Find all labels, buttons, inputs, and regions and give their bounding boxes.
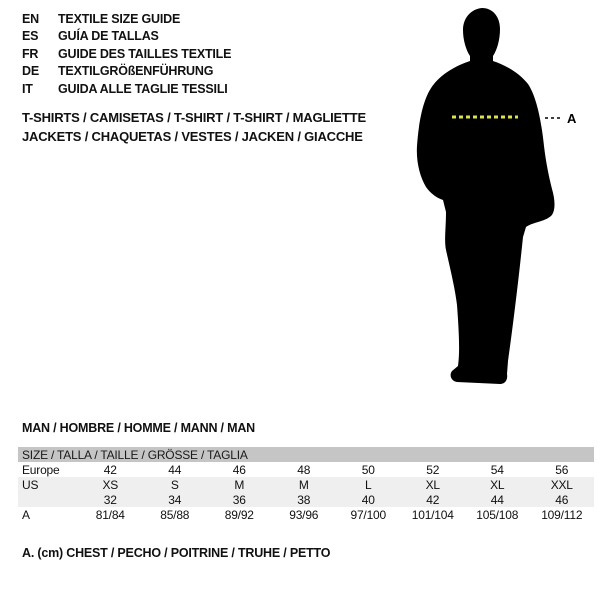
table-cell: 109/112 bbox=[541, 507, 583, 522]
measure-label-a: A bbox=[567, 111, 577, 126]
table-cell: 105/108 bbox=[476, 507, 519, 522]
table-cell: 93/96 bbox=[289, 507, 319, 522]
language-list bbox=[22, 10, 231, 98]
man-silhouette-svg bbox=[405, 0, 600, 400]
table-cell: 97/100 bbox=[350, 507, 386, 522]
table-cell: L bbox=[365, 477, 372, 492]
table-cell: 32 bbox=[103, 492, 117, 507]
table-cell: 50 bbox=[361, 462, 375, 477]
language-label: GUIDE DES TAILLES TEXTILE bbox=[58, 46, 232, 61]
table-cell: 54 bbox=[490, 462, 504, 477]
table-row-us bbox=[18, 477, 594, 492]
language-code: DE bbox=[22, 64, 39, 79]
table-cell: 34 bbox=[168, 492, 182, 507]
table-cell: XXL bbox=[550, 477, 573, 492]
table-row-us-numeric bbox=[18, 492, 594, 507]
table-cell: 42 bbox=[103, 462, 117, 477]
garment-line-jackets: JACKETS / CHAQUETAS / VESTES / JACKEN / GIACCHE bbox=[22, 128, 363, 144]
table-cell: 89/92 bbox=[224, 507, 254, 522]
size-table bbox=[18, 447, 594, 522]
language-row-de bbox=[22, 63, 231, 81]
table-cell: M bbox=[298, 477, 309, 492]
table-cell: 101/104 bbox=[411, 507, 454, 522]
table-cell: 36 bbox=[232, 492, 246, 507]
table-cell: S bbox=[170, 477, 179, 492]
garment-categories bbox=[22, 110, 366, 147]
section-title-man: MAN / HOMBRE / HOMME / MANN / MAN bbox=[22, 421, 255, 435]
table-cell: XL bbox=[490, 477, 505, 492]
row-label: A bbox=[22, 507, 30, 522]
table-cell: M bbox=[234, 477, 245, 492]
table-cell: XS bbox=[102, 477, 119, 492]
language-label: TEXTILE SIZE GUIDE bbox=[58, 11, 181, 26]
language-code: IT bbox=[22, 81, 33, 96]
table-cell: 81/84 bbox=[95, 507, 125, 522]
table-cell: 85/88 bbox=[160, 507, 190, 522]
language-row-it bbox=[22, 80, 231, 98]
man-silhouette-figure bbox=[405, 0, 600, 400]
language-row-fr bbox=[22, 45, 231, 63]
language-code: ES bbox=[22, 29, 39, 44]
table-cell: 56 bbox=[555, 462, 569, 477]
footnote-chest: A. (cm) CHEST / PECHO / POITRINE / TRUHE / PETTO bbox=[22, 546, 331, 560]
man-silhouette bbox=[417, 8, 555, 384]
table-header: SIZE / TALLA / TAILLE / GRÖSSE / TAGLIA bbox=[18, 447, 594, 462]
table-cell: 42 bbox=[426, 492, 440, 507]
language-label: GUIDA ALLE TAGLIE TESSILI bbox=[58, 81, 228, 96]
table-cell: 48 bbox=[297, 462, 311, 477]
table-row-europe bbox=[18, 462, 594, 477]
language-code: EN bbox=[22, 11, 39, 26]
table-cell: 38 bbox=[297, 492, 311, 507]
row-label: US bbox=[22, 477, 39, 492]
language-row-en bbox=[22, 10, 231, 28]
table-cell: 46 bbox=[232, 462, 246, 477]
language-label: TEXTILGRÖßENFÜHRUNG bbox=[58, 64, 214, 79]
language-label: GUÍA DE TALLAS bbox=[58, 29, 159, 44]
language-code: FR bbox=[22, 46, 39, 61]
garment-line-tshirts: T-SHIRTS / CAMISETAS / T-SHIRT / T-SHIRT / MAGLIETTE bbox=[22, 110, 366, 125]
row-label: Europe bbox=[22, 462, 60, 477]
table-cell: 52 bbox=[426, 462, 440, 477]
table-cell: 44 bbox=[168, 462, 182, 477]
table-cell: 44 bbox=[490, 492, 504, 507]
language-row-es bbox=[22, 28, 231, 46]
table-cell: 40 bbox=[361, 492, 375, 507]
table-cell: XL bbox=[425, 477, 440, 492]
table-row-a-chest bbox=[18, 507, 594, 522]
table-cell: 46 bbox=[555, 492, 569, 507]
